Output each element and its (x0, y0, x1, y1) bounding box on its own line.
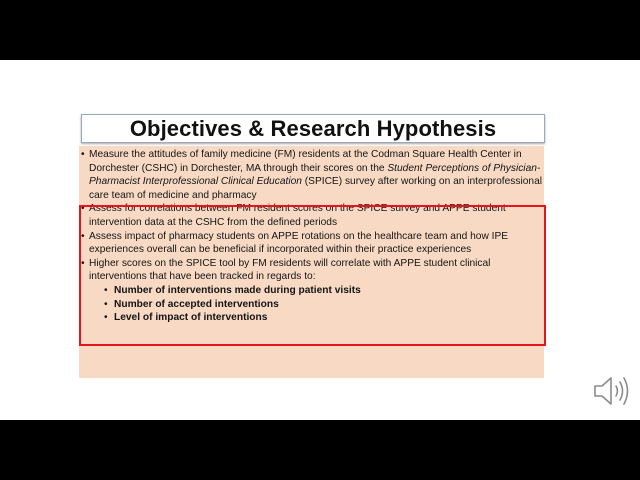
bullet-4-text: Higher scores on the SPICE tool by FM residents will correlate with APPE student clinical interventions that have been tracked in regards to: (89, 257, 491, 283)
bullet-2-text: Assess for correlations between FM resident scores on the SPICE survey and APPE student intervention data at the CSHC from the defined periods (89, 203, 506, 228)
sub-bullet-list (89, 284, 544, 325)
sub-bullet-accepted-interventions: • Number of accepted interventions (89, 298, 544, 312)
bullet-objective-3 (79, 230, 544, 257)
title-box (81, 114, 545, 143)
content-box (79, 146, 544, 378)
bullet-objective-1 (79, 148, 544, 202)
bullet-1-survey-name: Student Perceptions of Physician-Pharmacist Interprofessional Clinical Education (89, 162, 541, 188)
bullet-1-text-end: (SPICE) survey after working on an interprofessional care team of medicine and pharmacy (89, 176, 542, 201)
slide-title: Objectives & Research Hypothesis (129, 115, 497, 141)
bullet-1-text: Measure the attitudes of family medicine (FM) residents at the Codman Square Health Center in Dorchester (CSHC) in Dorchester, MA through their scores on the (89, 149, 522, 174)
slide (0, 60, 640, 420)
bullet-objective-2 (79, 202, 544, 229)
sub-bullet-impact-level: • Level of impact of interventions (89, 311, 544, 325)
speaker-icon[interactable] (592, 374, 632, 408)
sub-bullet-interventions-made: • Number of interventions made during patient visits (89, 284, 544, 298)
bullet-hypothesis (79, 257, 544, 325)
bullet-3-text: Assess impact of pharmacy students on APPE rotations on the healthcare team and how IPE experiences overall can be beneficial if incorporated within their practice experiences (89, 230, 509, 256)
bullet-list (79, 148, 544, 325)
